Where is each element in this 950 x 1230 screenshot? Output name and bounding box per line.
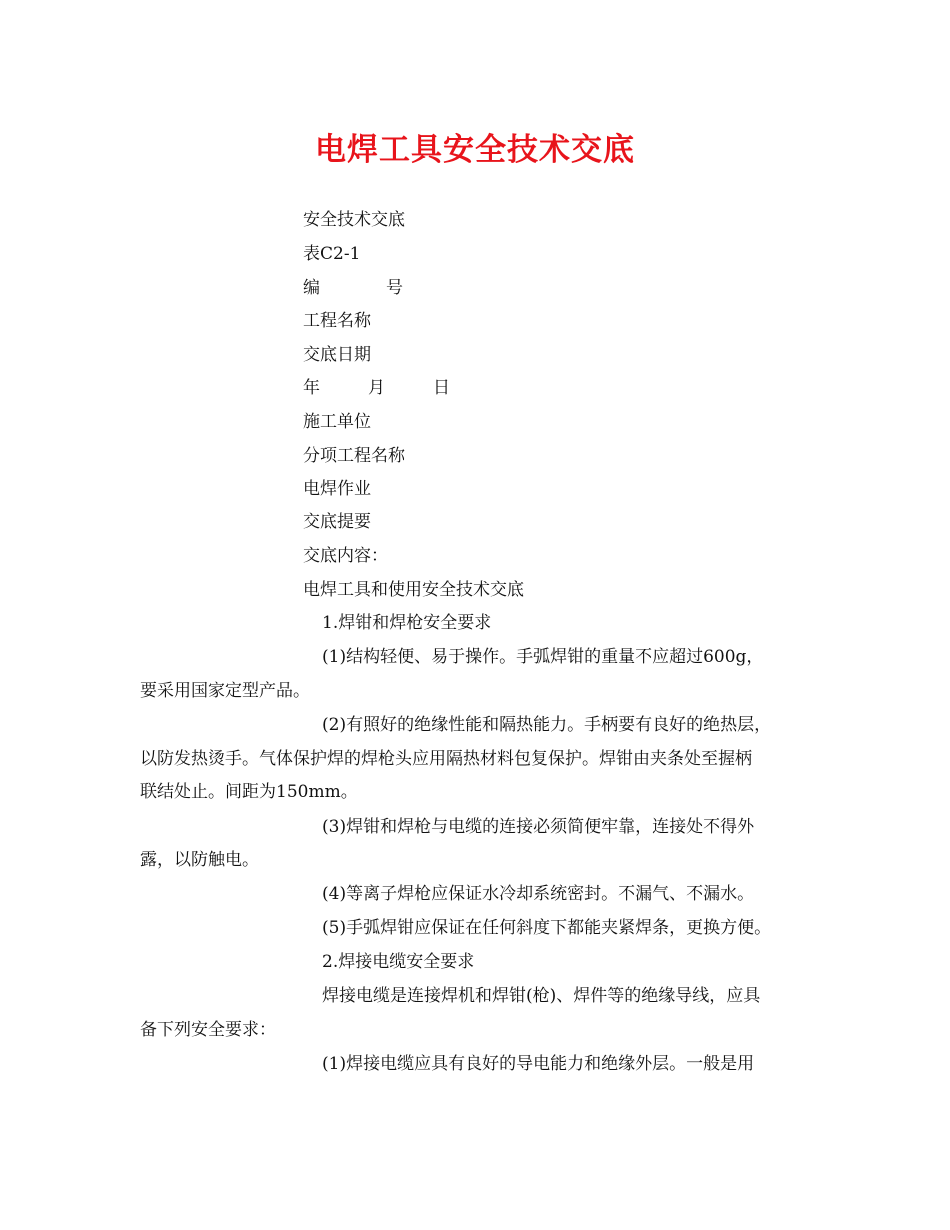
paragraph-line: 以防发热烫手。气体保护焊的焊枪头应用隔热材料包复保护。焊钳由夹条处至握柄	[140, 749, 752, 769]
header-line-form-number: 表C2-1	[303, 244, 361, 264]
header-line-number-label	[303, 278, 403, 298]
number-label-part1: 编	[303, 278, 320, 298]
paragraph-line: (3)焊钳和焊枪与电缆的连接必须简便牢靠，连接处不得外	[322, 817, 755, 837]
header-line-briefing-summary: 交底提要	[303, 512, 371, 532]
paragraph-line: 焊接电缆是连接焊机和焊钳(枪)、焊件等的绝缘导线，应具	[322, 986, 761, 1006]
header-line-welding-work: 电焊作业	[303, 479, 371, 499]
header-line-subproject-name: 分项工程名称	[303, 446, 405, 466]
paragraph-line: 要采用国家定型产品。	[140, 681, 310, 701]
paragraph-line: (2)有照好的绝缘性能和隔热能力。手柄要有良好的绝热层，	[322, 715, 772, 735]
header-line-construction-unit: 施工单位	[303, 412, 371, 432]
paragraph-line: (1)焊接电缆应具有良好的导电能力和绝缘外层。一般是用	[322, 1054, 755, 1074]
paragraph-line: (1)结构轻便、易于操作。手弧焊钳的重量不应超过600g，	[322, 647, 764, 667]
header-line-date-fields	[303, 378, 450, 398]
paragraph-line: (5)手弧焊钳应保证在任何斜度下都能夹紧焊条，更换方便。	[322, 918, 772, 938]
header-line-content-title: 电焊工具和使用安全技术交底	[303, 580, 524, 600]
paragraph-line: 备下列安全要求：	[140, 1020, 276, 1040]
header-line-briefing-date: 交底日期	[303, 345, 371, 365]
header-line-project-name: 工程名称	[303, 311, 371, 331]
date-day: 日	[433, 378, 450, 398]
header-line-safety-briefing: 安全技术交底	[303, 210, 405, 230]
section-heading-2: 2.焊接电缆安全要求	[322, 952, 475, 972]
header-line-briefing-content: 交底内容：	[303, 546, 388, 566]
paragraph-line: 露，以防触电。	[140, 850, 259, 870]
number-label-part2: 号	[386, 278, 403, 298]
paragraph-line: 联结处止。间距为150mm。	[140, 782, 358, 802]
document-title: 电焊工具安全技术交底	[315, 132, 635, 168]
paragraph-line: (4)等离子焊枪应保证水冷却系统密封。不漏气、不漏水。	[322, 884, 755, 904]
date-month: 月	[368, 378, 385, 398]
date-year: 年	[303, 378, 320, 398]
section-heading-1: 1.焊钳和焊枪安全要求	[322, 613, 492, 633]
